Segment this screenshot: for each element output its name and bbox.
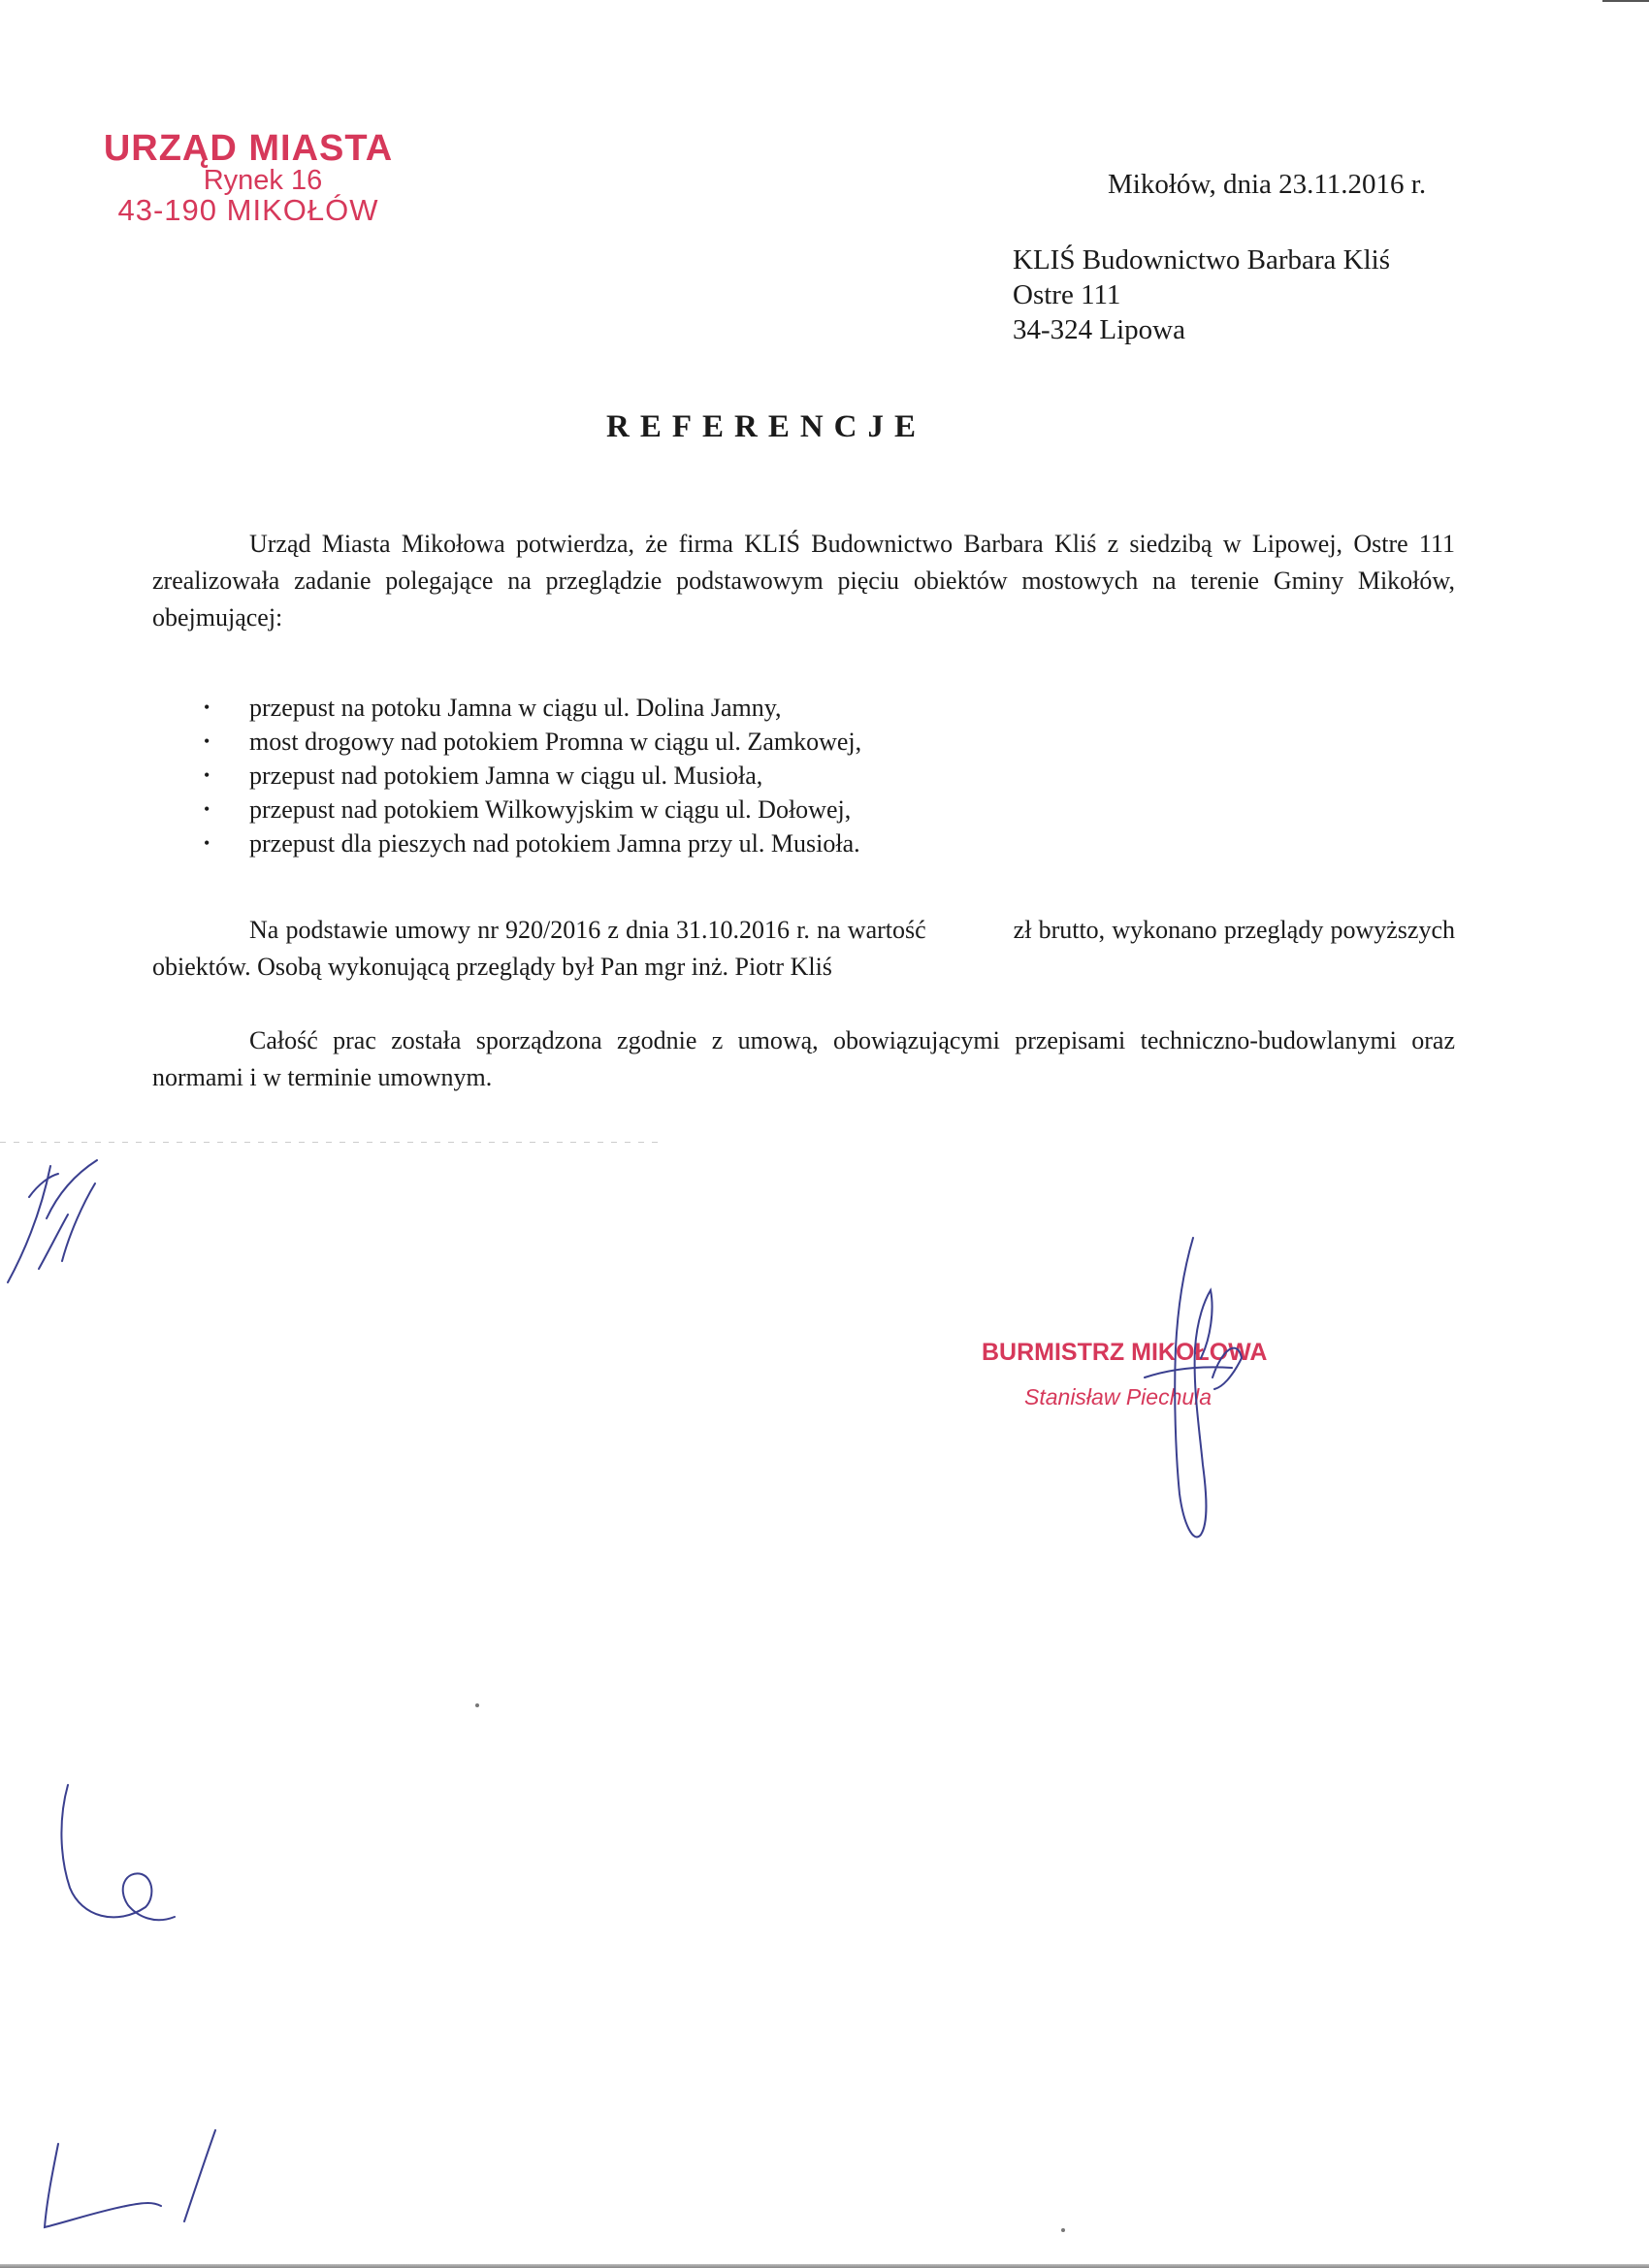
bullet-icon: •	[204, 799, 210, 819]
city-office-stamp	[93, 130, 404, 225]
initials-signature-1	[0, 1154, 116, 1290]
mayor-name: Stanisław Piechula	[1024, 1384, 1212, 1409]
recipient-address	[1013, 243, 1390, 347]
list-item: • przepust nad potokiem Wilkowyjskim w ciągu ul. Dołowej,	[194, 793, 861, 826]
document-title: REFERENCJE	[605, 409, 927, 444]
scan-speck	[1061, 2228, 1065, 2232]
letter-date: Mikołów, dnia 23.11.2016 r.	[1108, 169, 1427, 200]
fold-line	[0, 1142, 660, 1143]
recipient-name: KLIŚ Budownictwo Barbara Kliś	[1013, 244, 1391, 275]
paragraph-confirmation: Urząd Miasta Mikołowa potwierdza, że firma KLIŚ Budownictwo Barbara Kliś z siedzibą w Lipowej, Ostre 111 zrealizowała zadanie polegające na przeglądzie podstawowym pięciu obiektów mostowych na terenie Gminy Mikołów, obejmującej:	[152, 530, 1455, 632]
bullet-icon: •	[204, 731, 210, 751]
initials-signature-3	[39, 2124, 233, 2241]
mayor-role: BURMISTRZ MIKOŁOWA	[982, 1339, 1268, 1366]
initials-signature-2	[48, 1781, 194, 1936]
paragraph-contract	[152, 912, 1455, 986]
stamp-city: 43-190 MIKOŁÓW	[117, 193, 379, 227]
objects-list	[194, 691, 861, 860]
mayor-signature	[1086, 1232, 1280, 1552]
list-item: • przepust dla pieszych nad potokiem Jamna przy ul. Musioła.	[194, 826, 861, 860]
bullet-icon: •	[204, 697, 210, 717]
scan-edge-bottom	[0, 2264, 1649, 2268]
bullet-icon: •	[204, 833, 210, 853]
scan-edge-top	[1602, 0, 1649, 2]
recipient-city: 34-324 Lipowa	[1013, 314, 1185, 345]
scan-speck	[475, 1703, 479, 1707]
stamp-street: Rynek 16	[203, 165, 323, 196]
list-item: • most drogowy nad potokiem Promna w ciągu ul. Zamkowej,	[194, 725, 861, 759]
list-item: • przepust nad potokiem Jamna w ciągu ul. Musioła,	[194, 759, 861, 793]
stamp-office-name: URZĄD MIASTA	[103, 128, 394, 169]
list-item: • przepust na potoku Jamna w ciągu ul. Dolina Jamny,	[194, 691, 861, 725]
bullet-icon: •	[204, 765, 210, 785]
recipient-street: Ostre 111	[1013, 279, 1121, 310]
contract-text-after: zł brutto, wykonano przeglądy powyższych obiektów. Osobą wykonującą przeglądy był Pan mgr inż. Piotr Kliś	[152, 916, 1456, 981]
contract-text-before: Na podstawie umowy nr 920/2016 z dnia 31.10.2016 r. na wartość	[249, 916, 926, 944]
paragraph-conclusion: Całość prac została sporządzona zgodnie z umową, obowiązującymi przepisami techniczno-budowlanymi oraz normami i w terminie umownym.	[152, 1026, 1455, 1091]
